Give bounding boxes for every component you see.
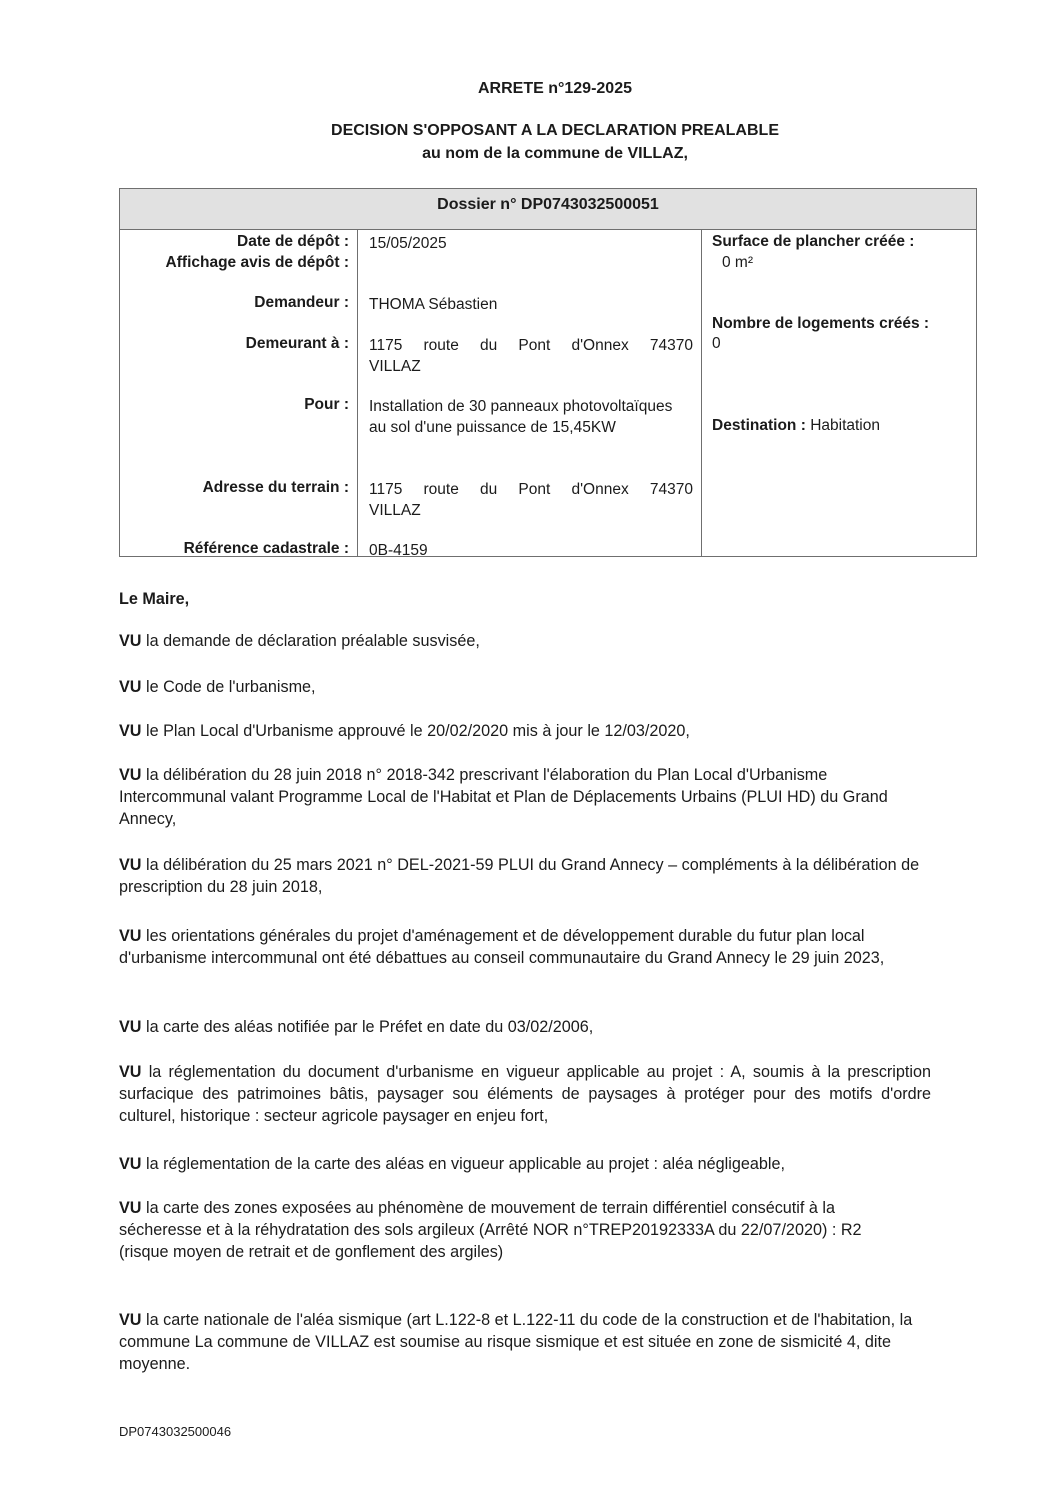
vu-keyword: VU	[119, 1155, 142, 1173]
vu-keyword: VU	[119, 1063, 142, 1081]
vu-keyword: VU	[119, 678, 142, 696]
logements-label: Nombre de logements créés :	[712, 315, 930, 332]
dossier-box	[119, 188, 977, 557]
vu-text: la demande de déclaration préalable susvisée,	[146, 632, 480, 650]
commune-line: au nom de la commune de VILLAZ,	[422, 145, 688, 162]
vu-paragraph	[119, 630, 931, 652]
vu-paragraph	[119, 854, 921, 898]
vu-paragraph	[119, 1197, 879, 1263]
demeurant-line-1: 1175 route du Pont d'Onnex 74370	[369, 337, 693, 354]
vu-paragraph	[119, 720, 931, 742]
surface-label: Surface de plancher créée :	[712, 233, 915, 250]
adresse-label: Adresse du terrain :	[202, 479, 349, 496]
maire-heading: Le Maire,	[119, 590, 190, 608]
date-depot-label: Date de dépôt :	[237, 233, 349, 250]
arrete-title: ARRETE n°129-2025	[477, 80, 632, 97]
vu-text: la délibération du 28 juin 2018 n° 2018-342 prescrivant l'élaboration du Plan Local d'Urbanisme Intercommunal valant Programme Local de l'Habitat et Plan de Déplacements Urbains (PLUI HD) du Grand Annecy,	[119, 766, 888, 828]
vu-text: la réglementation du document d'urbanisme en vigueur applicable au projet : A, soumis à la prescription surfacique des patrimoines bâtis, paysager sou éléments de paysages à protéger pour des motifs d'ordre culturel, historique : secteur agricole paysager en enjeu fort,	[119, 1063, 931, 1125]
reference-value: 0B-4159	[369, 542, 428, 559]
vu-keyword: VU	[119, 1311, 142, 1329]
vu-keyword: VU	[119, 856, 142, 874]
vu-paragraph	[119, 1309, 919, 1375]
demeurant-label: Demeurant à :	[245, 335, 349, 352]
vu-keyword: VU	[119, 1018, 142, 1036]
column-divider	[357, 230, 358, 556]
logements-value: 0	[712, 335, 721, 352]
destination-label: Destination :	[712, 417, 806, 434]
vu-text: le Plan Local d'Urbanisme approuvé le 20/02/2020 mis à jour le 12/03/2020,	[146, 722, 690, 740]
surface-value: 0 m²	[722, 254, 753, 271]
vu-text: la réglementation de la carte des aléas en vigueur applicable au projet : aléa négligeable,	[146, 1155, 785, 1173]
demandeur-label: Demandeur :	[254, 294, 349, 311]
affichage-label: Affichage avis de dépôt :	[165, 254, 349, 271]
vu-keyword: VU	[119, 1199, 142, 1217]
vu-paragraph	[119, 1153, 931, 1175]
destination-value: Habitation	[810, 417, 880, 434]
demandeur-value: THOMA Sébastien	[369, 296, 498, 313]
vu-keyword: VU	[119, 927, 142, 945]
pour-value: Installation de 30 panneaux photovoltaïques au sol d'une puissance de 15,45KW	[369, 398, 673, 436]
vu-text: la carte nationale de l'aléa sismique (art L.122-8 et L.122-11 du code de la construction et de l'habitation, la commune La commune de VILLAZ est soumise au risque sismique et est située en zone de sismicité 4, dite moyenne.	[119, 1311, 913, 1373]
vu-keyword: VU	[119, 632, 142, 650]
vu-text: le Code de l'urbanisme,	[146, 678, 316, 696]
decision-title: DECISION S'OPPOSANT A LA DECLARATION PREALABLE	[331, 122, 779, 139]
adresse-value	[369, 479, 693, 521]
reference-label: Référence cadastrale :	[183, 540, 349, 557]
column-divider	[701, 230, 702, 556]
adresse-line-1: 1175 route du Pont d'Onnex 74370	[369, 481, 693, 498]
destination-field	[712, 417, 880, 435]
demeurant-value	[369, 335, 693, 377]
vu-keyword: VU	[119, 766, 142, 784]
vu-text: la carte des aléas notifiée par le Préfet en date du 03/02/2006,	[146, 1018, 594, 1036]
vu-paragraph	[119, 764, 895, 830]
pour-label: Pour :	[304, 396, 349, 413]
dossier-title: Dossier n° DP0743032500051	[120, 189, 976, 230]
vu-paragraph	[119, 925, 919, 969]
adresse-line-2: VILLAZ	[369, 502, 421, 519]
vu-paragraph	[119, 676, 931, 698]
vu-text: les orientations générales du projet d'aménagement et de développement durable du futur plan local d'urbanisme intercommunal ont été débattues au conseil communautaire du Grand Annecy le 29 juin 2023,	[119, 927, 885, 967]
date-depot-value: 15/05/2025	[369, 235, 447, 252]
footer-reference: DP0743032500046	[119, 1424, 232, 1439]
vu-paragraph	[119, 1061, 931, 1127]
vu-text: la carte des zones exposées au phénomène de mouvement de terrain différentiel consécutif à la sécheresse et à la réhydratation des sols argileux (Arrêté NOR n°TREP20192333A du 22/07/2020) : R2 (risque moyen de retrait et de gonflement des argiles)	[119, 1199, 862, 1261]
vu-keyword: VU	[119, 722, 142, 740]
demeurant-line-2: VILLAZ	[369, 358, 421, 375]
vu-paragraph	[119, 1016, 931, 1038]
vu-text: la délibération du 25 mars 2021 n° DEL-2021-59 PLUI du Grand Annecy – compléments à la délibération de prescription du 28 juin 2018,	[119, 856, 920, 896]
